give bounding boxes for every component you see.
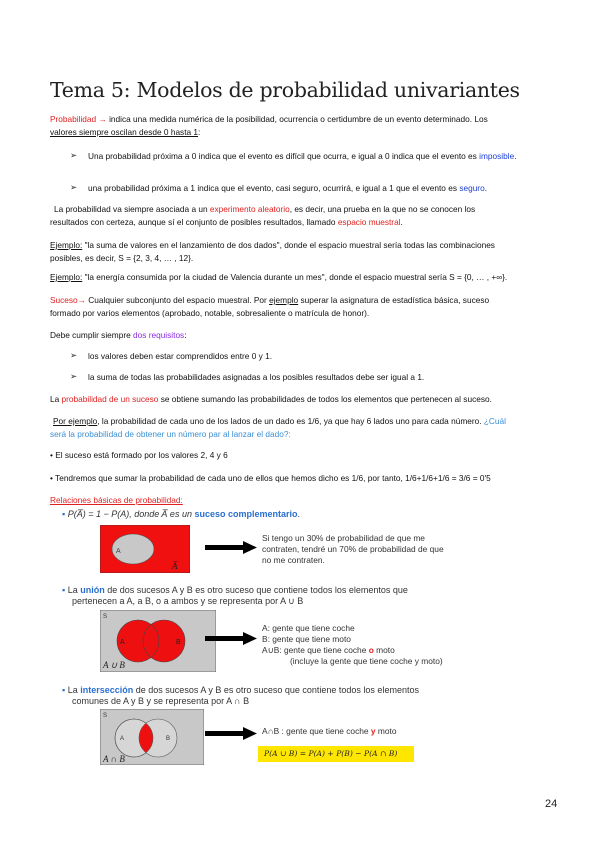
complementario-term: suceso complementario xyxy=(194,509,298,519)
espacio-muestral-term: espacio muestral xyxy=(337,216,401,227)
text: La probabilidad va siempre asociada a un xyxy=(54,204,208,214)
label-abar: A̅ xyxy=(172,561,178,571)
label-s: S xyxy=(103,614,108,620)
text: . xyxy=(297,509,301,519)
dado-paragraph xyxy=(50,415,558,440)
question: ¿Cuál xyxy=(483,416,506,426)
ejemplo-label: Ejemplo: xyxy=(50,272,83,282)
bullet-text: una probabilidad próxima a 1 indica que el evento, casi seguro, ocurrirá, e igual a 1 que el evento es xyxy=(88,183,457,193)
text: "la energía consumida por la ciudad de Valencia durante un mes", donde el espacio muestral sería S = {0, … , +∞}. xyxy=(82,272,508,282)
probabilidad-term: Probabilidad xyxy=(50,114,97,124)
text: formado por varios elementos (aprobado, notable, sobresaliente o matrícula de honor). xyxy=(50,307,370,318)
dot-item: • Tendremos que sumar la probabilidad de cada uno de ellos que hemos dicho es 1/6, por tanto, 1/6+1/6+1/6 = 3/6 = 0'5 xyxy=(50,473,491,483)
suceso-paragraph xyxy=(50,294,558,319)
arrow-right-icon xyxy=(205,541,257,555)
requisitos-term: dos requisitos xyxy=(133,330,185,340)
note-line: B: gente que tiene moto xyxy=(262,634,351,644)
note-line: A: gente que tiene coche xyxy=(262,623,355,633)
por-ejemplo-label: Por ejemplo xyxy=(53,416,98,426)
page-title: Tema 5: Modelos de probabilidad univariantes xyxy=(50,78,520,102)
complement-formula xyxy=(62,509,300,520)
union-description xyxy=(62,585,408,607)
interseccion-term: intersección xyxy=(80,685,134,695)
label-a: A xyxy=(120,639,125,646)
suceso-term: Suceso→ xyxy=(50,295,86,305)
label-intersection: A ∩ B xyxy=(103,754,125,764)
prob-suceso-term: probabilidad de un suceso xyxy=(61,394,159,404)
text: , la probabilidad de cada uno de los lados de un dado es 1/6, ya que hay 6 lados uno para cada número. xyxy=(97,416,482,426)
label-union: A ∪ B xyxy=(103,660,125,670)
text: La xyxy=(67,685,78,695)
text: resultados con certeza, aunque sí el conjunto de posibles resultados, llamado xyxy=(50,216,336,227)
text: : xyxy=(184,330,187,340)
y-highlight: y xyxy=(370,726,376,736)
imposible-term: imposible xyxy=(479,151,515,161)
bullet-end: . xyxy=(484,183,487,193)
label-s: S xyxy=(103,713,108,719)
intro-text: indica una medida numérica de la posibilidad, ocurrencia o certidumbre de un evento determinado. Los xyxy=(109,114,488,124)
bullet-end: . xyxy=(514,151,517,161)
intro-colon: : xyxy=(198,126,201,137)
bullet-item xyxy=(88,150,558,163)
seguro-term: seguro xyxy=(459,183,485,193)
text: se obtiene sumando las probabilidades de todos los elementos que pertenecen al suceso. xyxy=(158,394,492,404)
ejemplo-label: Ejemplo: xyxy=(50,240,83,250)
label-b: B xyxy=(176,639,181,646)
formula-text: P(A̅) = 1 − P(A), donde A̅ es un xyxy=(67,509,192,519)
requisito-item: la suma de todas las probabilidades asignadas a los posibles resultados debe ser igual a 1. xyxy=(88,372,425,382)
intersection-note xyxy=(262,726,397,737)
page-number: 24 xyxy=(545,798,558,810)
arrow-bullet-icon: ➢ xyxy=(70,150,77,160)
text: Debe cumplir siempre xyxy=(50,330,131,340)
bullet-item xyxy=(88,182,558,195)
label-a: A xyxy=(120,736,125,742)
prob-suceso-paragraph xyxy=(50,393,558,406)
note-line: (incluye la gente que tiene coche y moto) xyxy=(290,656,443,666)
note-line: Si tengo un 30% de probabilidad de que me xyxy=(262,533,425,543)
note-text: A∩B : gente que tiene coche xyxy=(262,726,369,736)
question: será la probabilidad de obtener un número par al lanzar el dado?: xyxy=(50,428,291,439)
text: comunes de A y B y se representa por A ∩ B xyxy=(72,696,250,706)
text: "la suma de valores en el lanzamiento de dos dados", donde el espacio muestral sería todas las combinaciones xyxy=(82,240,495,250)
experimento-term: experimento aleatorio xyxy=(209,204,290,214)
relaciones-heading: Relaciones básicas de probabilidad: xyxy=(50,495,183,505)
text: superar la asignatura de estadística básica, suceso xyxy=(298,295,490,305)
arrow-right-icon xyxy=(205,632,257,646)
union-note xyxy=(262,623,443,667)
requisitos-paragraph xyxy=(50,329,558,342)
label-a: A xyxy=(116,548,121,555)
note-text: moto xyxy=(376,645,395,655)
bullet-dot-icon: ▪ xyxy=(62,585,66,595)
complement-note xyxy=(262,533,444,566)
note-text: moto xyxy=(377,726,397,736)
ejemplo-underline: ejemplo xyxy=(269,295,299,305)
dot-item: • El suceso está formado por los valores 2, 4 y 6 xyxy=(50,450,228,460)
bullet-dot-icon: ▪ xyxy=(62,509,66,519)
ejemplo-energia xyxy=(50,271,558,284)
arrow-bullet-icon: ➢ xyxy=(70,371,77,381)
text: pertenecen a A, a B, o a ambos y se representa por A ∪ B xyxy=(72,596,304,606)
text: , es decir, una prueba en la que no se conocen los xyxy=(289,204,476,214)
arrow-bullet-icon: ➢ xyxy=(70,182,77,192)
intro-paragraph xyxy=(50,113,558,138)
intro-range: valores siempre oscilan desde 0 hasta 1 xyxy=(50,126,199,137)
intersection-venn-diagram xyxy=(100,709,204,765)
ejemplo-dados xyxy=(50,239,558,264)
inclusion-exclusion-formula: P(A ∪ B) = P(A) + P(B) − P(A ∩ B) xyxy=(264,749,398,758)
arrow: → xyxy=(96,114,110,124)
text: Cualquier subconjunto del espacio muestral. Por xyxy=(85,295,267,305)
text: de dos sucesos A y B es otro suceso que contiene todos los elementos xyxy=(133,685,419,695)
formula-highlight xyxy=(258,746,414,762)
union-term: unión xyxy=(80,585,105,595)
bullet-text: Una probabilidad próxima a 0 indica que el evento es difícil que ocurra, e igual a 0 indica que el evento es xyxy=(88,151,477,161)
text: La xyxy=(50,394,60,404)
union-venn-diagram xyxy=(100,610,216,672)
text: posibles, es decir, S = {2, 3, 4, … , 12}. xyxy=(50,252,194,263)
bullet-dot-icon: ▪ xyxy=(62,685,66,695)
complement-venn-diagram xyxy=(100,525,190,573)
intersection-description xyxy=(62,685,419,707)
note-line: contraten, tendré un 70% de probabilidad de que xyxy=(262,544,444,554)
arrow-bullet-icon: ➢ xyxy=(70,350,77,360)
note-text: A∪B: gente que tiene coche xyxy=(262,645,367,655)
text: La xyxy=(67,585,78,595)
experimento-paragraph xyxy=(50,203,558,228)
arrow-right-icon xyxy=(205,727,257,741)
note-line: no me contraten. xyxy=(262,555,325,565)
label-b: B xyxy=(166,736,171,742)
text: . xyxy=(400,216,403,227)
text: de dos sucesos A y B es otro suceso que contiene todos los elementos que xyxy=(104,585,408,595)
requisito-item: los valores deben estar comprendidos entre 0 y 1. xyxy=(88,351,273,361)
o-highlight: o xyxy=(368,645,374,655)
